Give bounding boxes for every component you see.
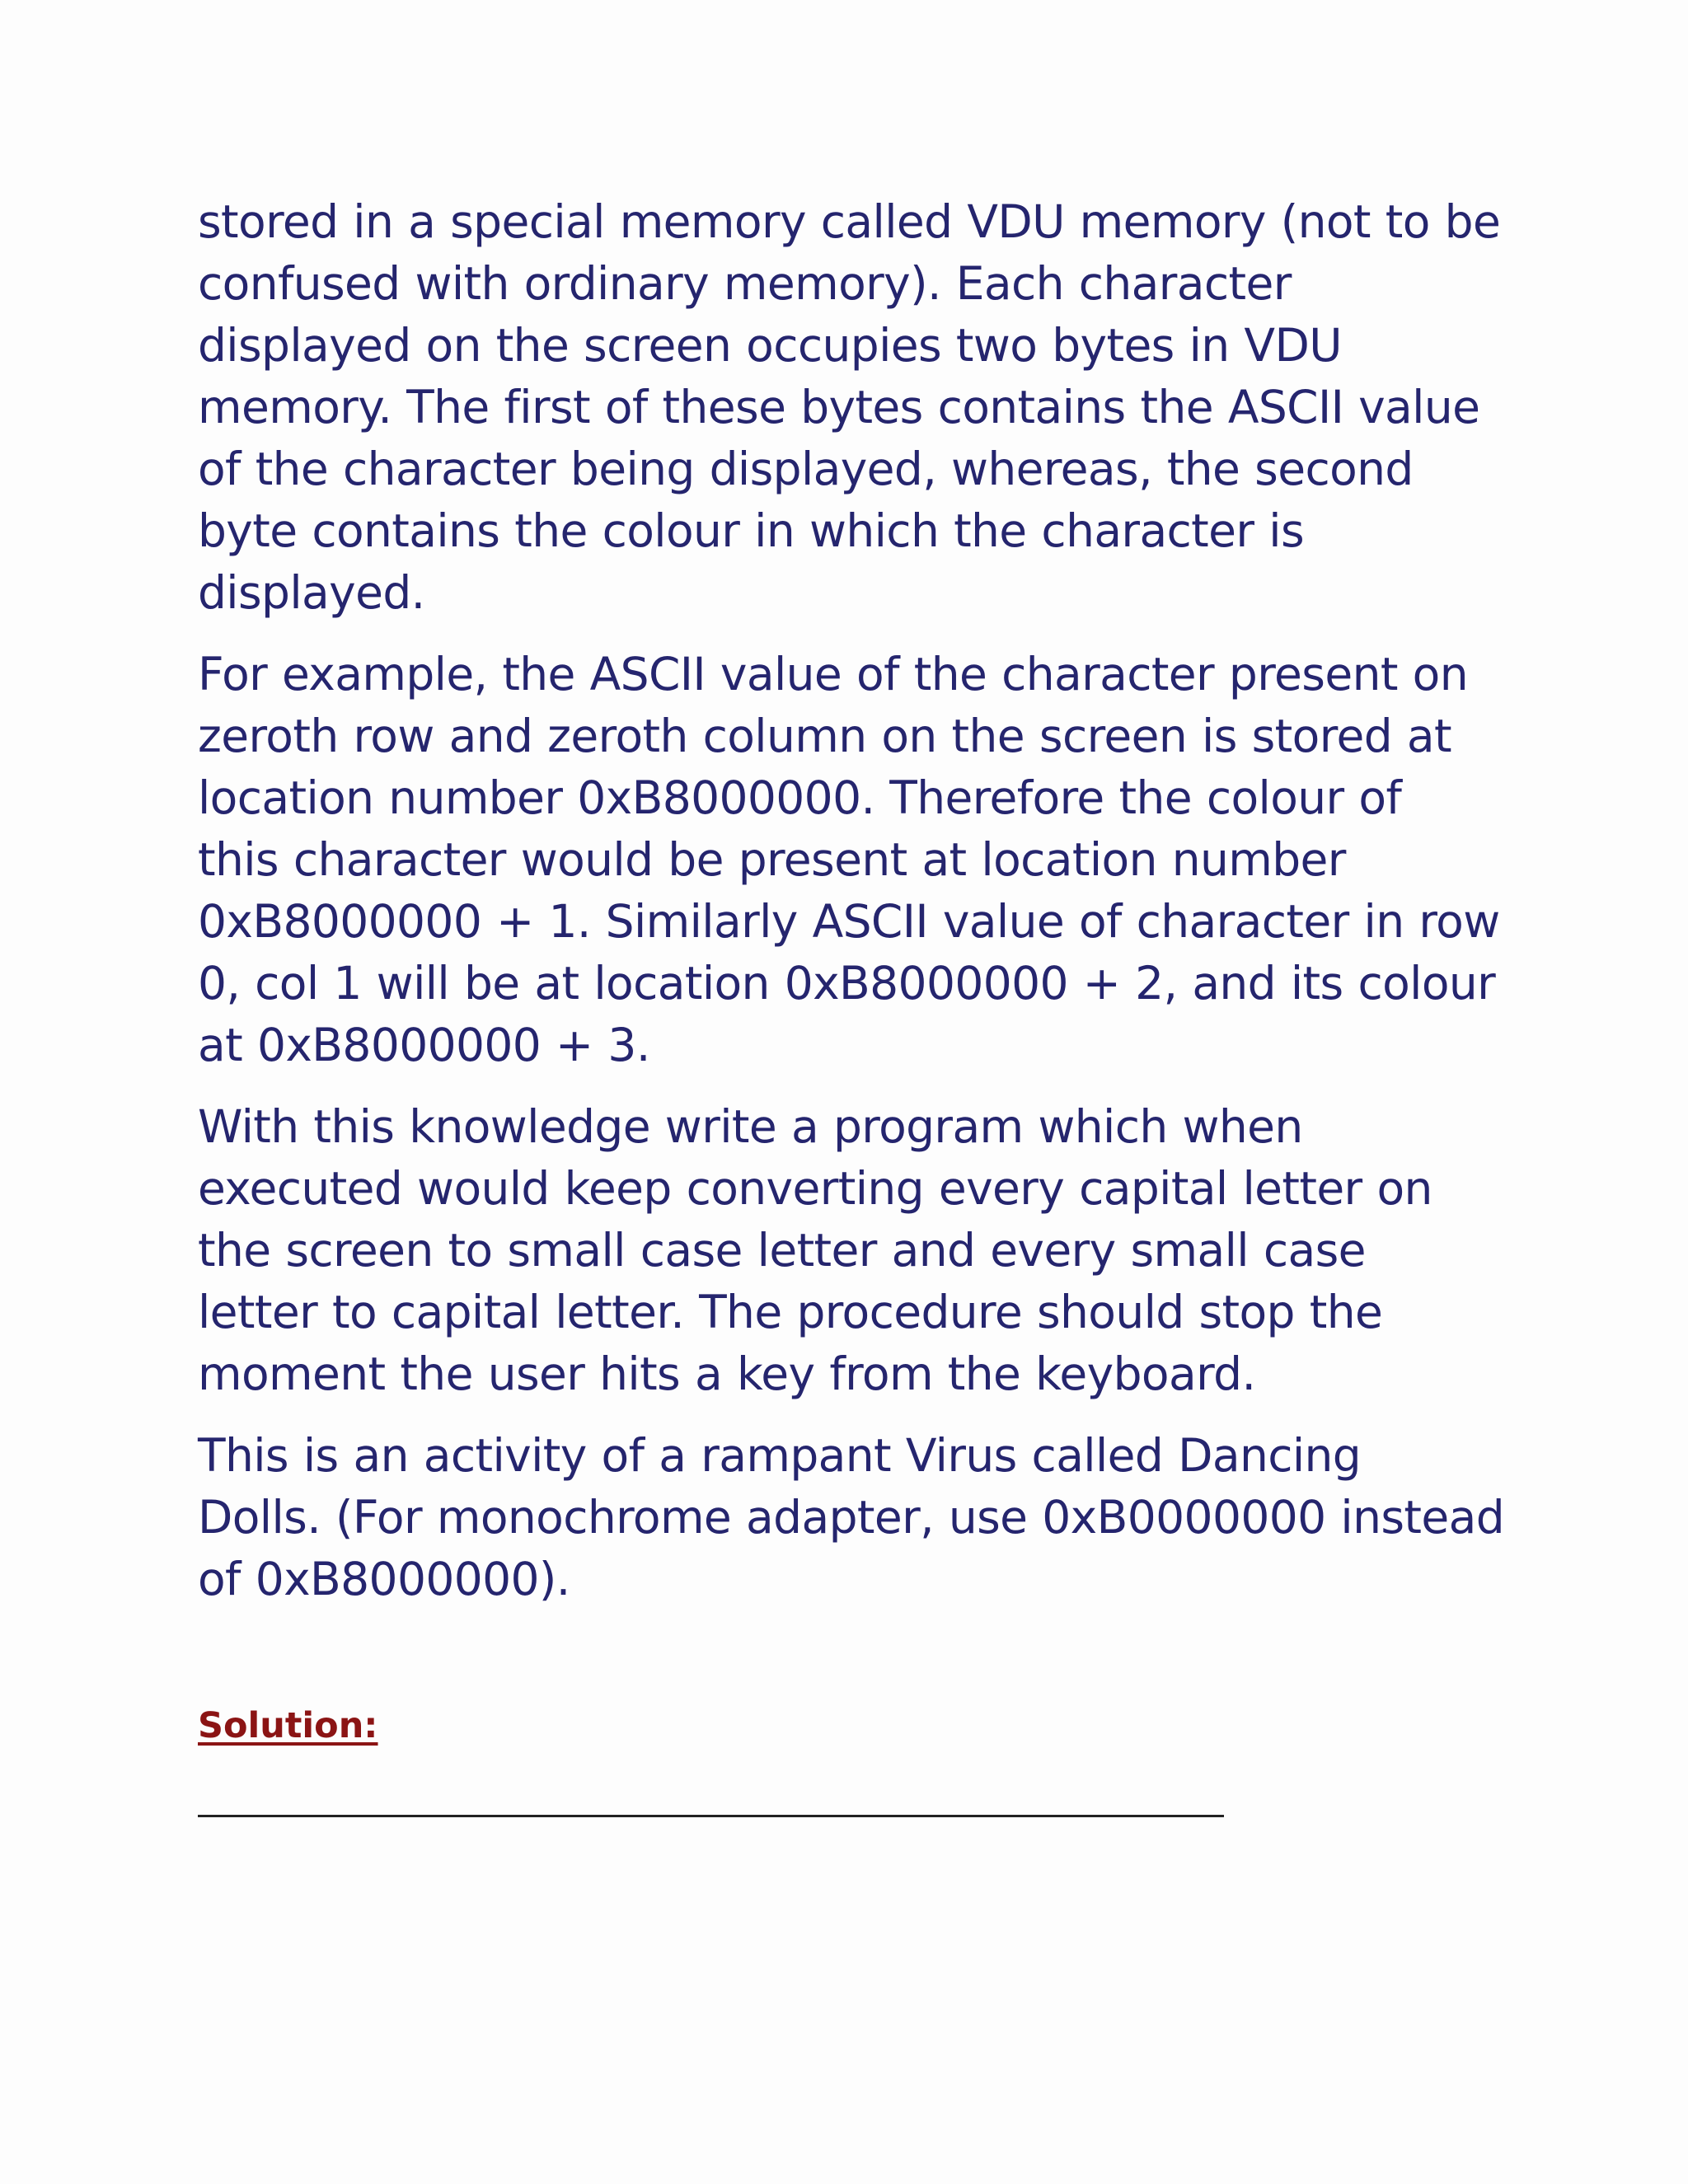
paragraph-virus-note — [198, 1425, 1505, 1610]
text-line: This is an activity of a rampant Virus called Dancing — [198, 1429, 1362, 1482]
text-line: Dolls. (For monochrome adapter, use 0xB0000000 instead — [198, 1491, 1505, 1544]
text-line: 0, col 1 will be at location 0xB8000000 + 2, and its colour — [198, 957, 1496, 1010]
text-line: For example, the ASCII value of the character present on — [198, 648, 1468, 701]
text-line: confused with ordinary memory). Each character — [198, 257, 1292, 310]
paragraph-example — [198, 644, 1498, 1076]
text-line: 0xB8000000 + 1. Similarly ASCII value of character in row — [198, 895, 1500, 948]
text-line: of the character being displayed, whereas, the second — [198, 443, 1414, 495]
text-line: this character would be present at location number — [198, 833, 1346, 886]
text-line: With this knowledge write a program which when — [198, 1100, 1303, 1153]
text-line: memory. The first of these bytes contains the ASCII value — [198, 381, 1480, 434]
text-line: executed would keep converting every capital letter on — [198, 1162, 1432, 1215]
paragraph-vdu-memory — [198, 191, 1501, 624]
text-line: the screen to small case letter and every small case — [198, 1224, 1366, 1277]
text-line: letter to capital letter. The procedure should stop the — [198, 1286, 1383, 1338]
paragraph-task — [198, 1096, 1498, 1405]
text-line: moment the user hits a key from the keyboard. — [198, 1347, 1256, 1400]
text-line: displayed on the screen occupies two bytes in VDU — [198, 319, 1342, 372]
text-line: displayed. — [198, 566, 425, 619]
text-line: byte contains the colour in which the character is — [198, 504, 1305, 557]
text-line: location number 0xB8000000. Therefore the colour of — [198, 771, 1402, 824]
text-line: at 0xB8000000 + 3. — [198, 1019, 650, 1071]
text-line: stored in a special memory called VDU memory (not to be — [198, 195, 1501, 248]
text-line: zeroth row and zeroth column on the screen is stored at — [198, 710, 1452, 762]
solution-heading: Solution: — [198, 1705, 378, 1746]
horizontal-rule — [198, 1815, 1224, 1817]
text-line: of 0xB8000000). — [198, 1553, 570, 1605]
